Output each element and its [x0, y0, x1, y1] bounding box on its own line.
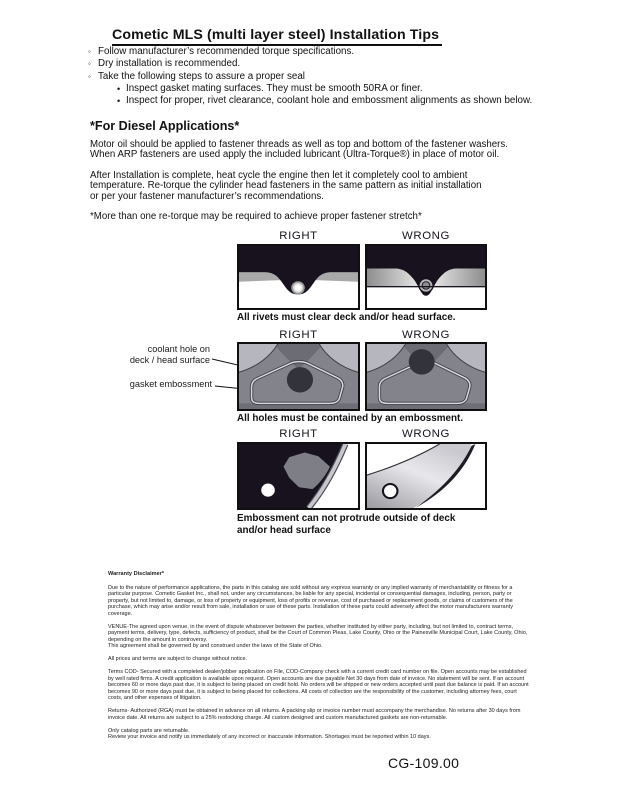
paragraph [90, 171, 508, 202]
hollow-bullet-icon: ◦ [88, 59, 91, 69]
embossment-right-art [239, 344, 358, 409]
diesel-applications-section [90, 119, 508, 232]
figure-caption: All rivets must clear deck and/or head surface. [237, 312, 456, 323]
protrusion-right-art [239, 444, 358, 508]
rivet-right-diagram [237, 244, 360, 310]
section-heading: *For Diesel Applications* [90, 119, 240, 133]
embossment-wrong-art [367, 344, 485, 409]
protrusion-right-diagram [237, 442, 360, 510]
annotation-line: coolant hole on [147, 344, 210, 354]
list-item [88, 46, 532, 58]
protrusion-wrong-diagram [365, 442, 487, 510]
figure-caption: Embossment can not protrude outside of deck and/or head surface [237, 513, 456, 536]
disclaimer-line: This agreement shall be governed by and construed under the laws of the State of Ohio. [108, 643, 323, 649]
tip-text: Follow manufacturer’s recommended torque specifications. [98, 46, 355, 57]
figure-caption: All holes must be contained by an embossment. [237, 413, 464, 424]
gasket-embossment-annotation: gasket embossment [129, 379, 212, 389]
wrong-label: WRONG [402, 230, 450, 242]
tip-text: Inspect gasket mating surfaces. They must be smooth 50RA or finer. [126, 82, 423, 94]
rivet-right-art [239, 246, 358, 308]
paragraph-line: temperature. Re-torque the cylinder head fasteners in the same pattern as initial installation [90, 180, 482, 192]
tip-text: Dry installation is recommended. [98, 58, 241, 70]
wrong-label: WRONG [402, 428, 450, 440]
installation-tips-list [88, 46, 532, 107]
document-code: CG-109.00 [388, 755, 460, 771]
right-label: RIGHT [279, 230, 318, 242]
rivet-wrong-art [367, 246, 485, 308]
right-label: RIGHT [279, 329, 318, 341]
list-item [88, 71, 532, 83]
disclaimer-line: Only catalog parts are returnable. [108, 727, 190, 734]
disclaimer-line: VENUE-The agreed upon venue, in the event of dispute whatsoever between the parties, whether instituted by either party, including, but not limited to, contract terms, payment terms, delivery, type, defects, sufficiency of product, shall be the Court of Common Pleas, Lake County, Ohio or the Painesville Municipal Court, Lake County, Ohio, depending on the amount in controversy. [108, 623, 528, 643]
disclaimer-paragraph: Due to the nature of performance applications, the parts in this catalog are sold without any express warranty or any implied warranty of merchantability or fitness for a particular purpose. Cometic Gasket Inc., shall not, under any circumstances, be liable for any special, incidental or consequential damages, including, person, party or property, but not limited to, damage, or loss of property or equipment, loss of profits or revenue, cost of purchased or replacement goods, or claims of customers of the purchase, which may arise and/or result from sale, installation or use of these parts. Installation of these parts could adversely affect the motor manufacturers warranty coverage. [108, 584, 513, 617]
solid-bullet-icon: • [117, 83, 121, 94]
disclaimer-line: Review your invoice and notify us immediately of any incorrect or inaccurate information. Shortages must be reported within 10 days. [108, 734, 431, 740]
warranty-disclaimer-section [108, 571, 532, 747]
page-title: Cometic MLS (multi layer steel) Installation Tips [112, 27, 442, 46]
paragraph [90, 212, 508, 222]
disclaimer-heading: Warranty Disclaimer* [108, 571, 165, 577]
list-subitem [117, 95, 532, 107]
paragraph-line: *More than one re-torque may be required to achieve proper fastener stretch* [90, 211, 422, 223]
right-label: RIGHT [279, 428, 318, 440]
disclaimer-paragraph [108, 624, 532, 650]
rivet-wrong-diagram [365, 244, 487, 310]
hollow-bullet-icon: ◦ [88, 71, 91, 81]
protrusion-wrong-art [367, 444, 485, 508]
paragraph-line: When ARP fasteners are used apply the included lubricant (Ultra-Torque®) in place of motor oil. [90, 149, 500, 161]
disclaimer-paragraph: Returns- Authorized (RGA) must be obtained in advance on all returns. A packing slip or invoice number must accompany the merchandise. No returns after 30 days from invoice date. All returns are subject to a 25% restocking charge. All custom designed and custom manufactured gaskets are non-returnable. [108, 708, 521, 721]
solid-bullet-icon: • [117, 96, 121, 107]
tip-text: Inspect for proper, rivet clearance, coolant hole and embossment alignments as shown below. [126, 95, 533, 107]
hollow-bullet-icon: ◦ [88, 47, 91, 56]
annotation-line: deck / head surface [129, 354, 210, 365]
paragraph-line: or per your fastener manufacturer’s recommendations. [90, 190, 324, 202]
wrong-label: WRONG [402, 329, 450, 341]
disclaimer-paragraph [108, 728, 532, 741]
list-subitem [117, 83, 532, 95]
tip-text: Take the following steps to assure a proper seal [98, 70, 305, 82]
disclaimer-paragraph: Terms COD- Secured with a completed dealer/jobber application on File, COD-Company check with a current credit card number on file. Open accounts may be established by well rated firms. A credit application is available upon request. Open accounts are due payable Net 30 days from date of invoice. No statement will be sent. If an account becomes 60 or more days past due, it is subject to being placed on credit hold. No orders will be shipped or new orders accepted until past due balance is paid. If an account becomes 90 or more days past due, it is subject to being placed for collections. All costs of collection are the responsibility of the customer, including attorney fees, court costs, and other expenses of litigation. [108, 669, 529, 701]
list-item [88, 58, 532, 70]
embossment-wrong-diagram [365, 342, 487, 411]
embossment-right-diagram [237, 342, 360, 411]
disclaimer-paragraph: All prices and terms are subject to change without notice. [108, 656, 248, 662]
paragraph-line: Motor oil should be applied to fastener threads as well as top and bottom of the fastener washers. [90, 139, 508, 150]
paragraph [90, 140, 508, 161]
paragraph-line: After Installation is complete, heat cycle the engine then let it completely cool to ambient [90, 169, 468, 181]
